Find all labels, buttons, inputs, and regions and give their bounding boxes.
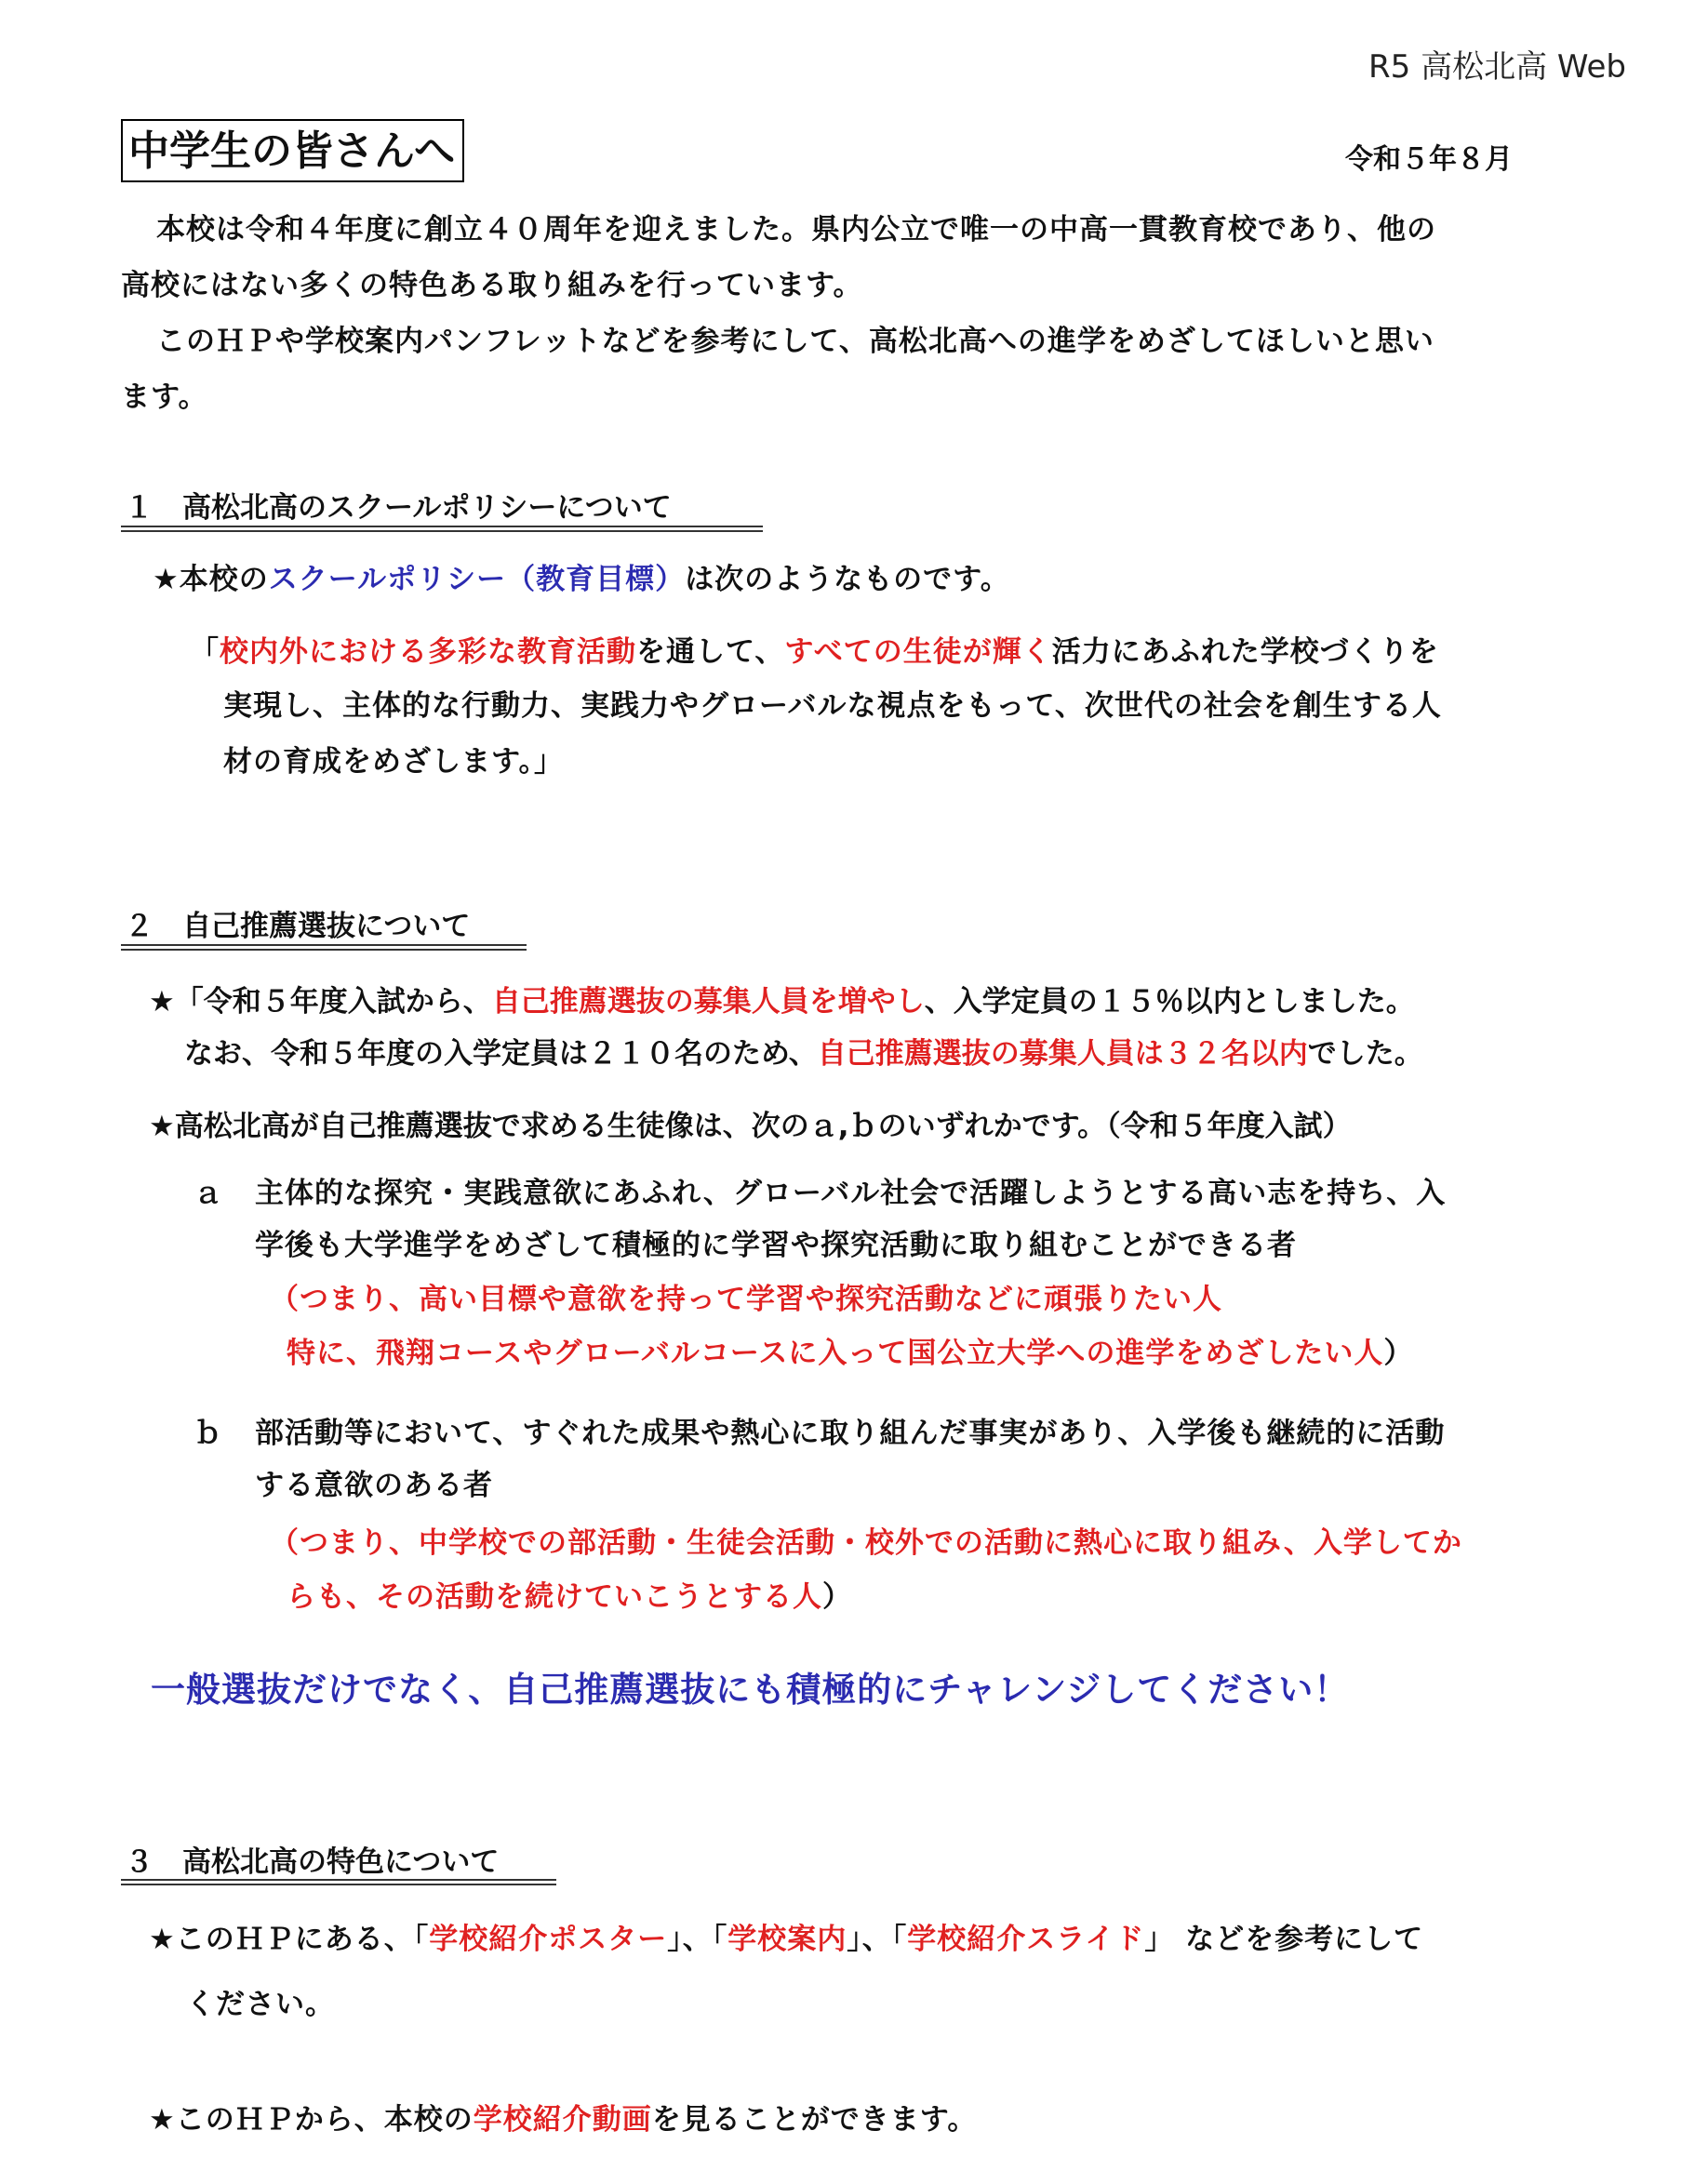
- intro-line: このＨＰや学校案内パンフレットなどを参考にして、高松北高への進学をめざしてほしいと思い: [156, 325, 1434, 358]
- intro-line: 高校にはない多くの特色ある取り組みを行っています。: [121, 269, 863, 302]
- video-link[interactable]: 学校紹介動画: [473, 2103, 652, 2137]
- item-a-line: 学後も大学進学をめざして積極的に学習や探究活動に取り組むことができる者: [255, 1229, 1297, 1262]
- section-heading-1: １ 高松北高のスクールポリシーについて: [125, 491, 672, 525]
- intro-line: 本校は令和４年度に創立４０周年を迎えました。県内公立で唯一の中高一貫教育校であり、他の: [156, 213, 1436, 246]
- video-line: ★このＨＰから、本校の学校紹介動画を見ることができます。: [149, 2103, 978, 2137]
- guide-link[interactable]: 学校案内: [727, 1923, 847, 1956]
- section-heading-2: ２ 自己推薦選抜について: [125, 910, 471, 943]
- policy-intro: ★本校のスクールポリシー（教育目標）は次のようなものです。: [153, 563, 1010, 596]
- heading-underline: [121, 1879, 556, 1885]
- item-b-note: （つまり、中学校での部活動・生徒会活動・校外での活動に熱心に取り組み、入学してか: [270, 1526, 1462, 1560]
- item-a-note: 特に、飛翔コースやグローバルコースに入って国公立大学への進学をめざしたい人）: [287, 1337, 1414, 1370]
- challenge-message: 一般選抜だけでなく、自己推薦選抜にも積極的にチャレンジしてください！: [151, 1670, 1350, 1710]
- ideal-student-line: ★高松北高が自己推薦選抜で求める生徒像は、次のａ,ｂのいずれかです。（令和５年度入試）: [149, 1110, 1352, 1143]
- item-b-note: らも、その活動を続けていこうとする人）: [287, 1580, 852, 1614]
- slides-link[interactable]: 学校紹介スライド: [907, 1923, 1145, 1956]
- item-b-marker: ｂ: [193, 1417, 223, 1450]
- document-date: 令和５年８月: [1345, 143, 1513, 176]
- page-title: 中学生の皆さんへ: [121, 119, 464, 182]
- document-tag: R5 高松北高 Web: [1368, 48, 1626, 86]
- item-b-line: 部活動等において、すぐれた成果や熱心に取り組んだ事実があり、入学後も継続的に活動: [255, 1417, 1446, 1450]
- poster-link[interactable]: 学校紹介ポスター: [429, 1923, 668, 1956]
- heading-underline: [121, 944, 527, 951]
- resources-line: ★このＨＰにある、「学校紹介ポスター」、「学校案内」、「学校紹介スライド」 などを参考にして: [149, 1923, 1424, 1956]
- policy-quote-line: 実現し、主体的な行動力、実践力やグローバルな視点をもって、次世代の社会を創生する人: [223, 689, 1442, 723]
- item-a-marker: ａ: [193, 1177, 223, 1210]
- heading-underline: [121, 526, 763, 532]
- section-heading-3: ３ 高松北高の特色について: [125, 1845, 500, 1879]
- item-a-note: （つまり、高い目標や意欲を持って学習や探究活動などに頑張りたい人: [270, 1283, 1222, 1316]
- school-policy-label: スクールポリシー（教育目標）: [268, 563, 686, 596]
- intro-line: ます。: [121, 380, 208, 414]
- quota-line: ★「令和５年度入試から、自己推薦選抜の募集人員を増やし、入学定員の１５％以内としました。: [149, 985, 1415, 1019]
- resources-line: ください。: [186, 1988, 335, 2021]
- policy-quote-line: 材の育成をめざします。」: [223, 745, 565, 779]
- item-b-line: する意欲のある者: [255, 1469, 493, 1502]
- policy-quote-line: 「校内外における多彩な教育活動を通して、すべての生徒が輝く活力にあふれた学校づくりを: [190, 635, 1439, 669]
- quota-line: なお、令和５年度の入学定員は２１０名のため、自己推薦選抜の募集人員は３２名以内でした。: [184, 1037, 1423, 1071]
- item-a-line: 主体的な探究・実践意欲にあふれ、グローバル社会で活躍しようとする高い志を持ち、入: [255, 1177, 1447, 1210]
